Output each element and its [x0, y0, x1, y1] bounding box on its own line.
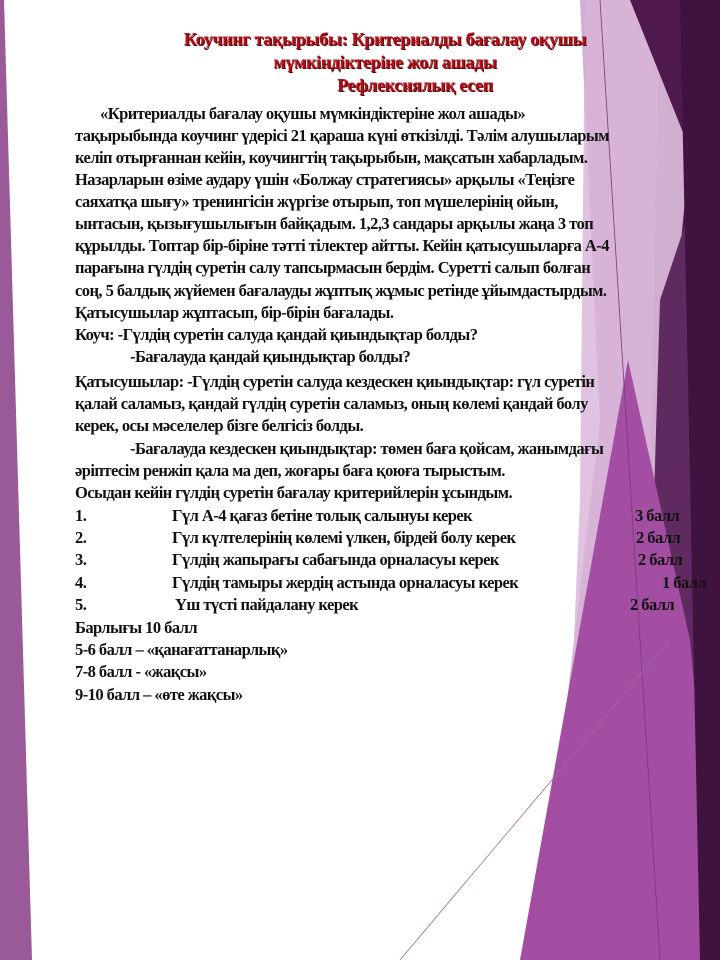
criteria-points: 2 балл [630, 595, 675, 614]
total-points: Барлығы 10 балл [75, 618, 198, 637]
participants-answer-2: -Бағалауда кездескен қиындықтар: төмен баға қойсам, жанымдағы [130, 439, 604, 458]
criteria-number: 1. [75, 506, 87, 525]
participants-answer: Қатысушылар: -Гүлдің суретін салуда кездескен қиындықтар: гүл суретін [75, 372, 595, 391]
criteria-points: 1 балл [662, 573, 707, 592]
subtitle: Рефлексиялық есеп [337, 75, 493, 95]
paragraph-line: «Критериалды бағалау оқушы мүмкіндіктеріне жол ашады» [100, 104, 526, 123]
paragraph-line: ынтасын, қызығушылығын байқадым. 1,2,3 сандары арқылы жаңа 3 топ [75, 214, 594, 233]
title-line-2: мүмкіндіктеріне жол ашады [273, 52, 497, 72]
paragraph-line: тақырыбында коучинг үдерісі 21 қараша күні өткізілді. Тәлім алушыларым [75, 126, 609, 145]
criteria-number: 3. [75, 550, 87, 569]
grade-satisfactory: 5-6 балл – «қанағаттанарлық» [75, 640, 288, 659]
criteria-points: 2 балл [636, 528, 681, 547]
paragraph-line: келіп отырғаннан кейін, коучингтің тақырыбын, мақсатын хабарладым. [75, 148, 588, 167]
criteria-points: 3 балл [635, 506, 680, 525]
criteria-text: Үш түсті пайдалану керек [175, 595, 359, 614]
grade-good: 7-8 балл - «жақсы» [75, 662, 207, 681]
paragraph-line: саяхатқа шығу» тренингісін жүргізе отырып, топ мүшелерінің ойын, [75, 192, 558, 211]
title-line-1: Коучинг тақырыбы: Критериалды бағалау оқушы [183, 29, 587, 49]
coach-question-1: Коуч: -Гүлдің суретін салуда қандай қиындықтар болды? [75, 325, 478, 344]
paragraph-line: парағына гүлдің суретін салу тапсырмасын бердім. Суретті салып болған [75, 258, 591, 277]
criteria-number: 2. [75, 528, 87, 547]
criteria-text: Гүлдің жапырағы сабағында орналасуы керек [172, 550, 499, 569]
paragraph-line: Назарларын өзіме аудару үшін «Болжау стратегиясы» арқылы «Теңізге [75, 170, 575, 189]
criteria-number: 5. [75, 595, 87, 614]
paragraph-line: соң, 5 балдық жүйемен бағалауды жұптық жұмыс ретінде ұйымдастырдым. [75, 281, 607, 300]
paragraph-line: құрылды. Топтар бір-біріне тәтті тілектер айтты. Кейін қатысушыларға А-4 [75, 236, 609, 255]
paragraph-line: керек, осы мәселелер бізге белгісіз болды. [75, 416, 364, 435]
criteria-number: 4. [75, 573, 87, 592]
paragraph-line: Осыдан кейін гүлдің суретін бағалау критерийлерін ұсындым. [75, 483, 513, 502]
grade-excellent: 9-10 балл – «өте жақсы» [75, 685, 243, 704]
paragraph-line: әріптесім ренжіп қала ма деп, жоғары баға қоюға тырыстым. [75, 461, 505, 480]
criteria-points: 2 балл [638, 550, 683, 569]
paragraph-line: Қатысушылар жұптасып, бір-бірін бағалады. [75, 303, 394, 322]
criteria-text: Гүлдің тамыры жердің астында орналасуы керек [172, 573, 519, 592]
criteria-text: Гүл күлтелерінің көлемі үлкен, бірдей болу керек [172, 528, 516, 547]
criteria-text: Гүл А-4 қағаз бетіне толық салынуы керек [172, 506, 473, 525]
coach-question-2: -Бағалауда қандай қиындықтар болды? [130, 347, 411, 366]
paragraph-line: қалай саламыз, қандай гүлдің суретін саламыз, оның көлемі қандай болу [75, 394, 588, 413]
